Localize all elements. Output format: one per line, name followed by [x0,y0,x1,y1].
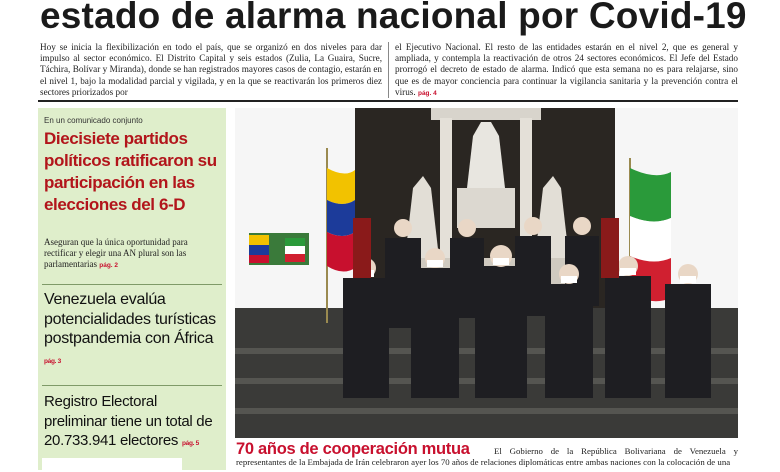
photo-caption-title: 70 años de cooperación mutua [236,440,470,458]
column-divider [388,42,389,98]
group-photo-ceremony-image [235,108,738,438]
section-rule [38,100,738,102]
photo-illustration [235,108,738,438]
photo-caption-text: El Gobierno de la República Bolivariana de Venezuela y representantes de la Embajada de Irán celebraron ayer los 70 años de relaciones diplomáticas entre ambas naciones con la colocación de una [236,446,738,467]
headline: estado de alarma nacional por Covid-19 [40,0,747,36]
story-kicker: En un comunicado conjunto [44,116,143,125]
story-3-page-ref[interactable]: pág. 5 [181,440,199,447]
story-2-headline[interactable] [44,290,222,371]
story-2-page-ref[interactable]: pág. 3 [44,357,61,365]
story-3-headline[interactable] [44,392,222,454]
story-1-summary [44,237,222,271]
story-1-page-ref[interactable]: pág. 2 [99,262,119,269]
story-2-headline-text: Venezuela evalúa potencialidades turísticas postpandemia con África [44,291,216,347]
sidebar-divider [42,385,222,386]
lead-paragraph-left [40,42,382,98]
lead-paragraph-right [395,42,738,99]
lead-right-text: el Ejecutivo Nacional. El resto de las entidades estarán en el nivel 2, que es general y ampliada, y contempla la reactivación de otros 24 sectores económicos. El Jefe del Estado prorrogó el decreto de estado de alarma. Indicó que esta semana no es para relajarse, sino que es de mayor conciencia para continuar la vigilancia sanitaria y la prevención contra el virus. [395,42,738,97]
story-1-summary-text: Aseguran que la única oportunidad para rectificar y elegir una AN plural son las parlamentarias [44,237,188,269]
lead-left-text: Hoy se inicia la flexibilización en todo el país, que se organizó en dos niveles para dar impulso al sector económico. El Distrito Capital y seis estados (Zulia, La Guaira, Sucre, Táchira, Bolívar y Miranda), donde se han registrados mayores casos de contagio, estarán en el nivel 1, bajo la modalidad parcial y vigilada, y en la que se reactivarán los primeros diez sectores priorizados por [40,42,382,97]
sidebar-divider [42,284,222,285]
story-3-headline-text: Registro Electoral preliminar tiene un total de 20.733.941 electores [44,393,213,449]
story-1-headline[interactable]: Diecisiete partidos políticos ratificaron su participación en las elecciones del 6-D [44,129,217,214]
lead-page-ref[interactable]: pág. 4 [417,89,437,97]
